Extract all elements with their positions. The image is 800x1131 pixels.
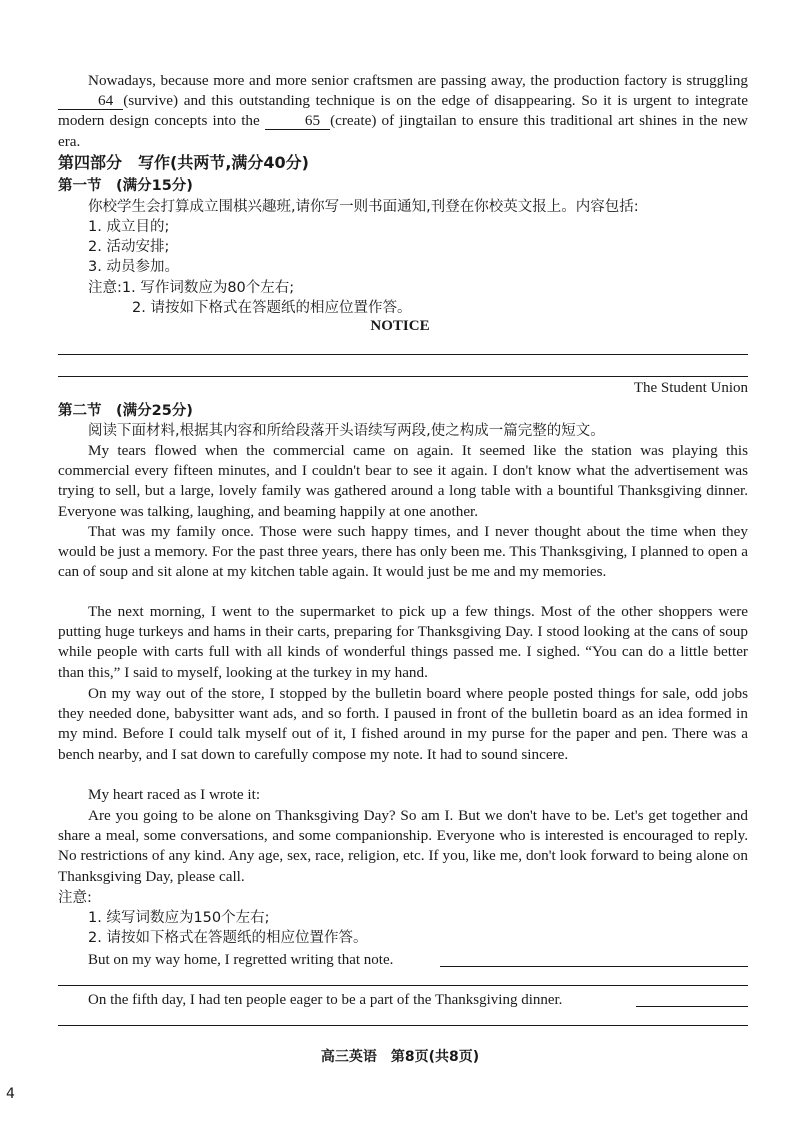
section1-title: 第一节 (满分15分) [58,178,193,194]
story-paragraph-5: My heart raced as I wrote it: [88,786,261,803]
section2-instruction: 阅读下面材料,根据其内容和所给段落开头语续写两段,使之构成一篇完整的短文。 [88,423,605,439]
answer-line-3[interactable] [58,985,748,986]
blank-65-hint: (create) [330,112,377,130]
notice-title: NOTICE [370,318,430,334]
blank-65-number: 65 [304,112,321,130]
passage-text-2: and this outstanding technique is on the edge of disappearing. So it is urgent to integrate modern design concepts into the [58,92,749,130]
story-note-paragraph: Are you going to be alone on Thanksgiving Day? So am I. But we don't have to be. Let's get together and share a meal, some conversations, and some companionship. Everyone who is interested is encouraged to reply. No restrictions of any kind. Any age, sex, race, religion, etc. If you, like me, don't look forward to being alone on Thanksgiving Day, please call. [58,807,748,885]
blank-64-hint: (survive) [123,92,179,110]
section2-note-label: 注意: [58,890,92,906]
opener-1-fill-line[interactable] [440,966,748,967]
opener-2: On the fifth day, I had ten people eager to be a part of the Thanksgiving dinner. [88,992,563,1008]
part4-title: 第四部分 写作(共两节,满分40分) [58,153,309,172]
blank-64-number: 64 [98,92,114,110]
page-number: 4 [6,1086,15,1102]
section2-note-2: 2. 请按如下格式在答题纸的相应位置作答。 [88,930,368,946]
section2-title: 第二节 (满分25分) [58,403,193,419]
blank-64[interactable] [58,93,123,110]
blank-65[interactable] [265,113,330,130]
story-paragraph-1: My tears flowed when the commercial came on again. It seemed like the station was playing this commercial every fifteen minutes, and I couldn't bear to see it again. I don't know what the advertisement was trying to sell, but a large, lovely family was gathered around a long table with a bountiful Thanksgiving dinner. Everyone was talking, laughing, and beaming happily at one another. [58,442,748,520]
story-paragraph-2: That was my family once. Those were such happy times, and I never thought about the time when they would be just a memory. For the past three years, there has only been me. This Thanksgiving, I planned to open a can of soup and sit alone at my kitchen table again. It would just be me and my memories. [58,523,748,581]
signature-student-union: The Student Union [633,380,748,396]
section1-item-3: 3. 动员参加。 [88,259,179,275]
opener-2-fill-line[interactable] [636,1006,748,1007]
section1-note-1: 注意:1. 写作词数应为80个左右; [88,280,295,296]
passage-text-1: Nowadays, because more and more senior craftsmen are passing away, the production factory is struggling [88,72,748,89]
opener-2-row [88,990,748,1010]
story-paragraph-4: On my way out of the store, I stopped by the bulletin board where people posted things for sale, odd jobs they needed done, babysitter want ads, and so forth. I paused in front of the bulletin board as an idea formed in my mind. Before I could talk myself out of it, I fished around in my purse for the paper and pen. There was a bench nearby, and I sat down to carefully compose my note. It had to sound sincere. [58,685,748,763]
story-paragraph-3: The next morning, I went to the supermarket to pick up a few things. Most of the other shoppers were putting huge turkeys and hams in their carts, preparing for Thanksgiving Day. I stood looking at the cans of soup while people with carts full with all kinds of wonderful things passed me. I sighed. “You can do a little better than this,” I said to myself, looking at the turkey in my hand. [58,603,748,681]
opener-1-row [88,950,748,970]
passage-text-3: of jingtailan to ensure this traditional art shines in the new era. [58,112,749,150]
section1-note-2: 2. 请按如下格式在答题纸的相应位置作答。 [132,300,412,316]
answer-line-2[interactable] [58,376,748,377]
passage-cloze-end [58,71,748,152]
section1-item-1: 1. 成立目的; [88,219,170,235]
section1-instruction: 你校学生会打算成立围棋兴趣班,请你写一则书面通知,刊登在你校英文报上。内容包括: [88,199,639,215]
answer-line-4[interactable] [58,1025,748,1026]
opener-1: But on my way home, I regretted writing that note. [88,952,394,968]
page-footer: 高三英语 第8页(共8页) [320,1049,480,1065]
answer-line-1[interactable] [58,354,748,355]
section1-item-2: 2. 活动安排; [88,239,170,255]
section2-note-1: 1. 续写词数应为150个左右; [88,910,270,926]
